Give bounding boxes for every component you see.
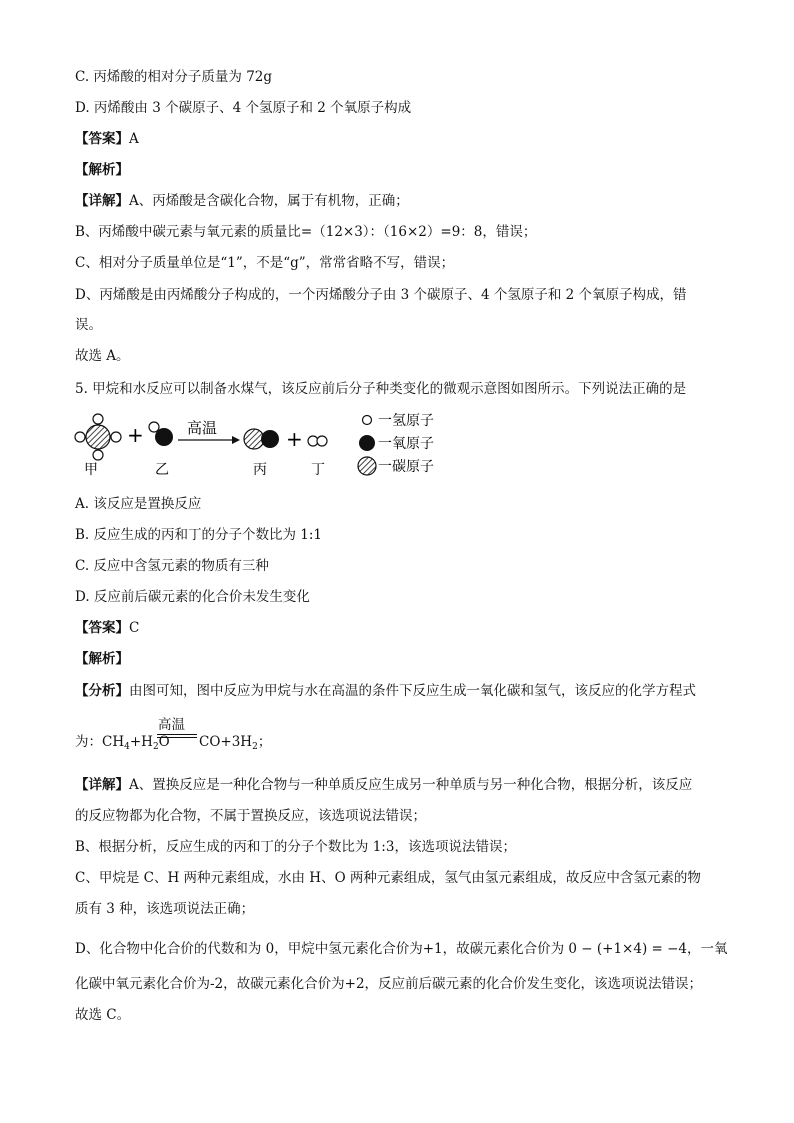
- q4-option-d: D. 丙烯酸由 3 个碳原子、4 个氢原子和 2 个氧原子构成: [75, 100, 412, 116]
- q5-detail-d-2: 化碳中氧元素化合价为-2，故碳元素化合价为+2，反应前后碳元素的化合价发生变化，该选项说法错误；: [75, 976, 703, 992]
- detail-text: ，一氧: [687, 941, 728, 957]
- q5-analysis-tag: 【解析】: [75, 651, 129, 667]
- q5-choose: 故选 C。: [75, 1007, 131, 1023]
- eq-prefix: 为：: [75, 734, 102, 750]
- hydrogen-atom-icon: [363, 416, 372, 425]
- q5-detail-a-1: [75, 776, 692, 794]
- chemical-equation: [75, 713, 475, 753]
- q5-detail-c-1: C、甲烷是 C、H 两种元素组成，水由 H、O 两种元素组成，氢气由氢元素组成，故反应中含氢元素的物: [75, 870, 701, 886]
- eq-rhs: CO+3H: [199, 734, 253, 750]
- carbon-atom-icon: [358, 457, 376, 475]
- q5-option-c: C. 反应中含氢元素的物质有三种: [75, 558, 269, 574]
- legend-oxygen: 一氧原子: [378, 436, 434, 452]
- water-molecule: [149, 422, 173, 446]
- equals-bar: [157, 737, 197, 738]
- math-expression: 0 − (+1×4) = −4: [568, 941, 688, 957]
- legend: [358, 413, 434, 475]
- legend-carbon: 一碳原子: [378, 459, 434, 475]
- q4-detail-d-2: 误。: [75, 317, 102, 333]
- equals-bar: [157, 734, 197, 735]
- oxygen-atom-icon: [359, 435, 375, 451]
- q5-option-a: A. 该反应是置换反应: [75, 496, 202, 512]
- detail-text: A、置换反应是一种化合物与一种单质反应生成另一种单质与另一种化合物，根据分析，该反应: [129, 777, 693, 793]
- eq-end: ；: [257, 734, 272, 750]
- equation-rhs: [199, 730, 271, 750]
- q5-option-b: B. 反应生成的丙和丁的分子个数比为 1:1: [75, 527, 323, 543]
- q4-analysis-tag: 【解析】: [75, 162, 129, 178]
- detail-tag: 【详解】: [75, 193, 129, 209]
- eq-sub: 2: [252, 742, 258, 752]
- legend-hydrogen: 一氢原子: [378, 413, 434, 429]
- label-jia: 甲: [84, 462, 98, 478]
- fenxi-tag: 【分析】: [75, 683, 129, 699]
- eq-lhs-o: O: [158, 734, 170, 750]
- q5-detail-b: B、根据分析，反应生成的丙和丁的分子个数比为 1:3，该选项说法错误；: [75, 839, 516, 855]
- q4-detail-c: C、相对分子质量单位是“1”，不是“g”，常常省略不写，错误；: [75, 255, 455, 271]
- q5-fenxi: [75, 682, 696, 700]
- detail-tag: 【详解】: [75, 777, 129, 793]
- carbon-monoxide-molecule: [244, 429, 279, 449]
- q4-detail-b: B、丙烯酸中碳元素与氧元素的质量比=（12×3）：（16×2）=9：8，错误；: [75, 224, 537, 240]
- answer-tag: 【答案】: [75, 620, 129, 636]
- q5-stem: 5. 甲烷和水反应可以制备水煤气，该反应前后分子种类变化的微观示意图如图所示。下列说法正确的是: [75, 381, 687, 397]
- eq-sub: 4: [124, 742, 130, 752]
- condition-label: 高温: [187, 419, 218, 437]
- reaction-diagram: [70, 410, 490, 480]
- label-ding: 丁: [311, 462, 325, 478]
- plus-sign: +: [286, 427, 303, 451]
- eq-sub: 2: [152, 742, 159, 752]
- answer-value: C: [129, 620, 140, 636]
- q4-option-c: C. 丙烯酸的相对分子质量为 72g: [75, 69, 273, 85]
- detail-text: D、化合物中化合价的代数和为 0，甲烷中氢元素化合价为+1，故碳元素化合价为: [75, 941, 569, 957]
- eq-lhs-h: +H: [129, 734, 153, 750]
- q5-detail-a-2: 的反应物都为化合物，不属于置换反应，该选项说法错误；: [75, 808, 426, 824]
- label-bing: 丙: [253, 462, 267, 478]
- q4-answer: [75, 130, 139, 148]
- methane-molecule: [75, 414, 121, 460]
- hydrogen-molecule: [308, 436, 327, 446]
- q4-choose: 故选 A。: [75, 348, 130, 364]
- label-yi: 乙: [155, 462, 169, 478]
- plus-sign: +: [127, 423, 144, 447]
- q4-detail-d-1: D、丙烯酸是由丙烯酸分子构成的，一个丙烯酸分子由 3 个碳原子、4 个氢原子和 2 个氧原子构成，错: [75, 287, 687, 303]
- q4-detail-a: [75, 192, 409, 210]
- fenxi-text: 由图可知，图中反应为甲烷与水在高温的条件下反应生成一氧化碳和氢气，该反应的化学方程式: [129, 683, 696, 699]
- eq-lhs-ch: CH: [102, 734, 125, 750]
- q5-option-d: D. 反应前后碳元素的化合价未发生变化: [75, 589, 310, 605]
- arrow-head-icon: [232, 436, 240, 444]
- q5-detail-c-2: 质有 3 种，该选项说法正确；: [75, 901, 255, 917]
- detail-text: A、丙烯酸是含碳化合物，属于有机物，正确；: [129, 193, 409, 209]
- answer-value: A: [129, 131, 139, 147]
- equation-lhs: [75, 730, 170, 750]
- q5-answer: [75, 619, 139, 637]
- equation-condition: 高温: [158, 717, 185, 733]
- answer-tag: 【答案】: [75, 131, 129, 147]
- q5-detail-d-1: [75, 940, 728, 958]
